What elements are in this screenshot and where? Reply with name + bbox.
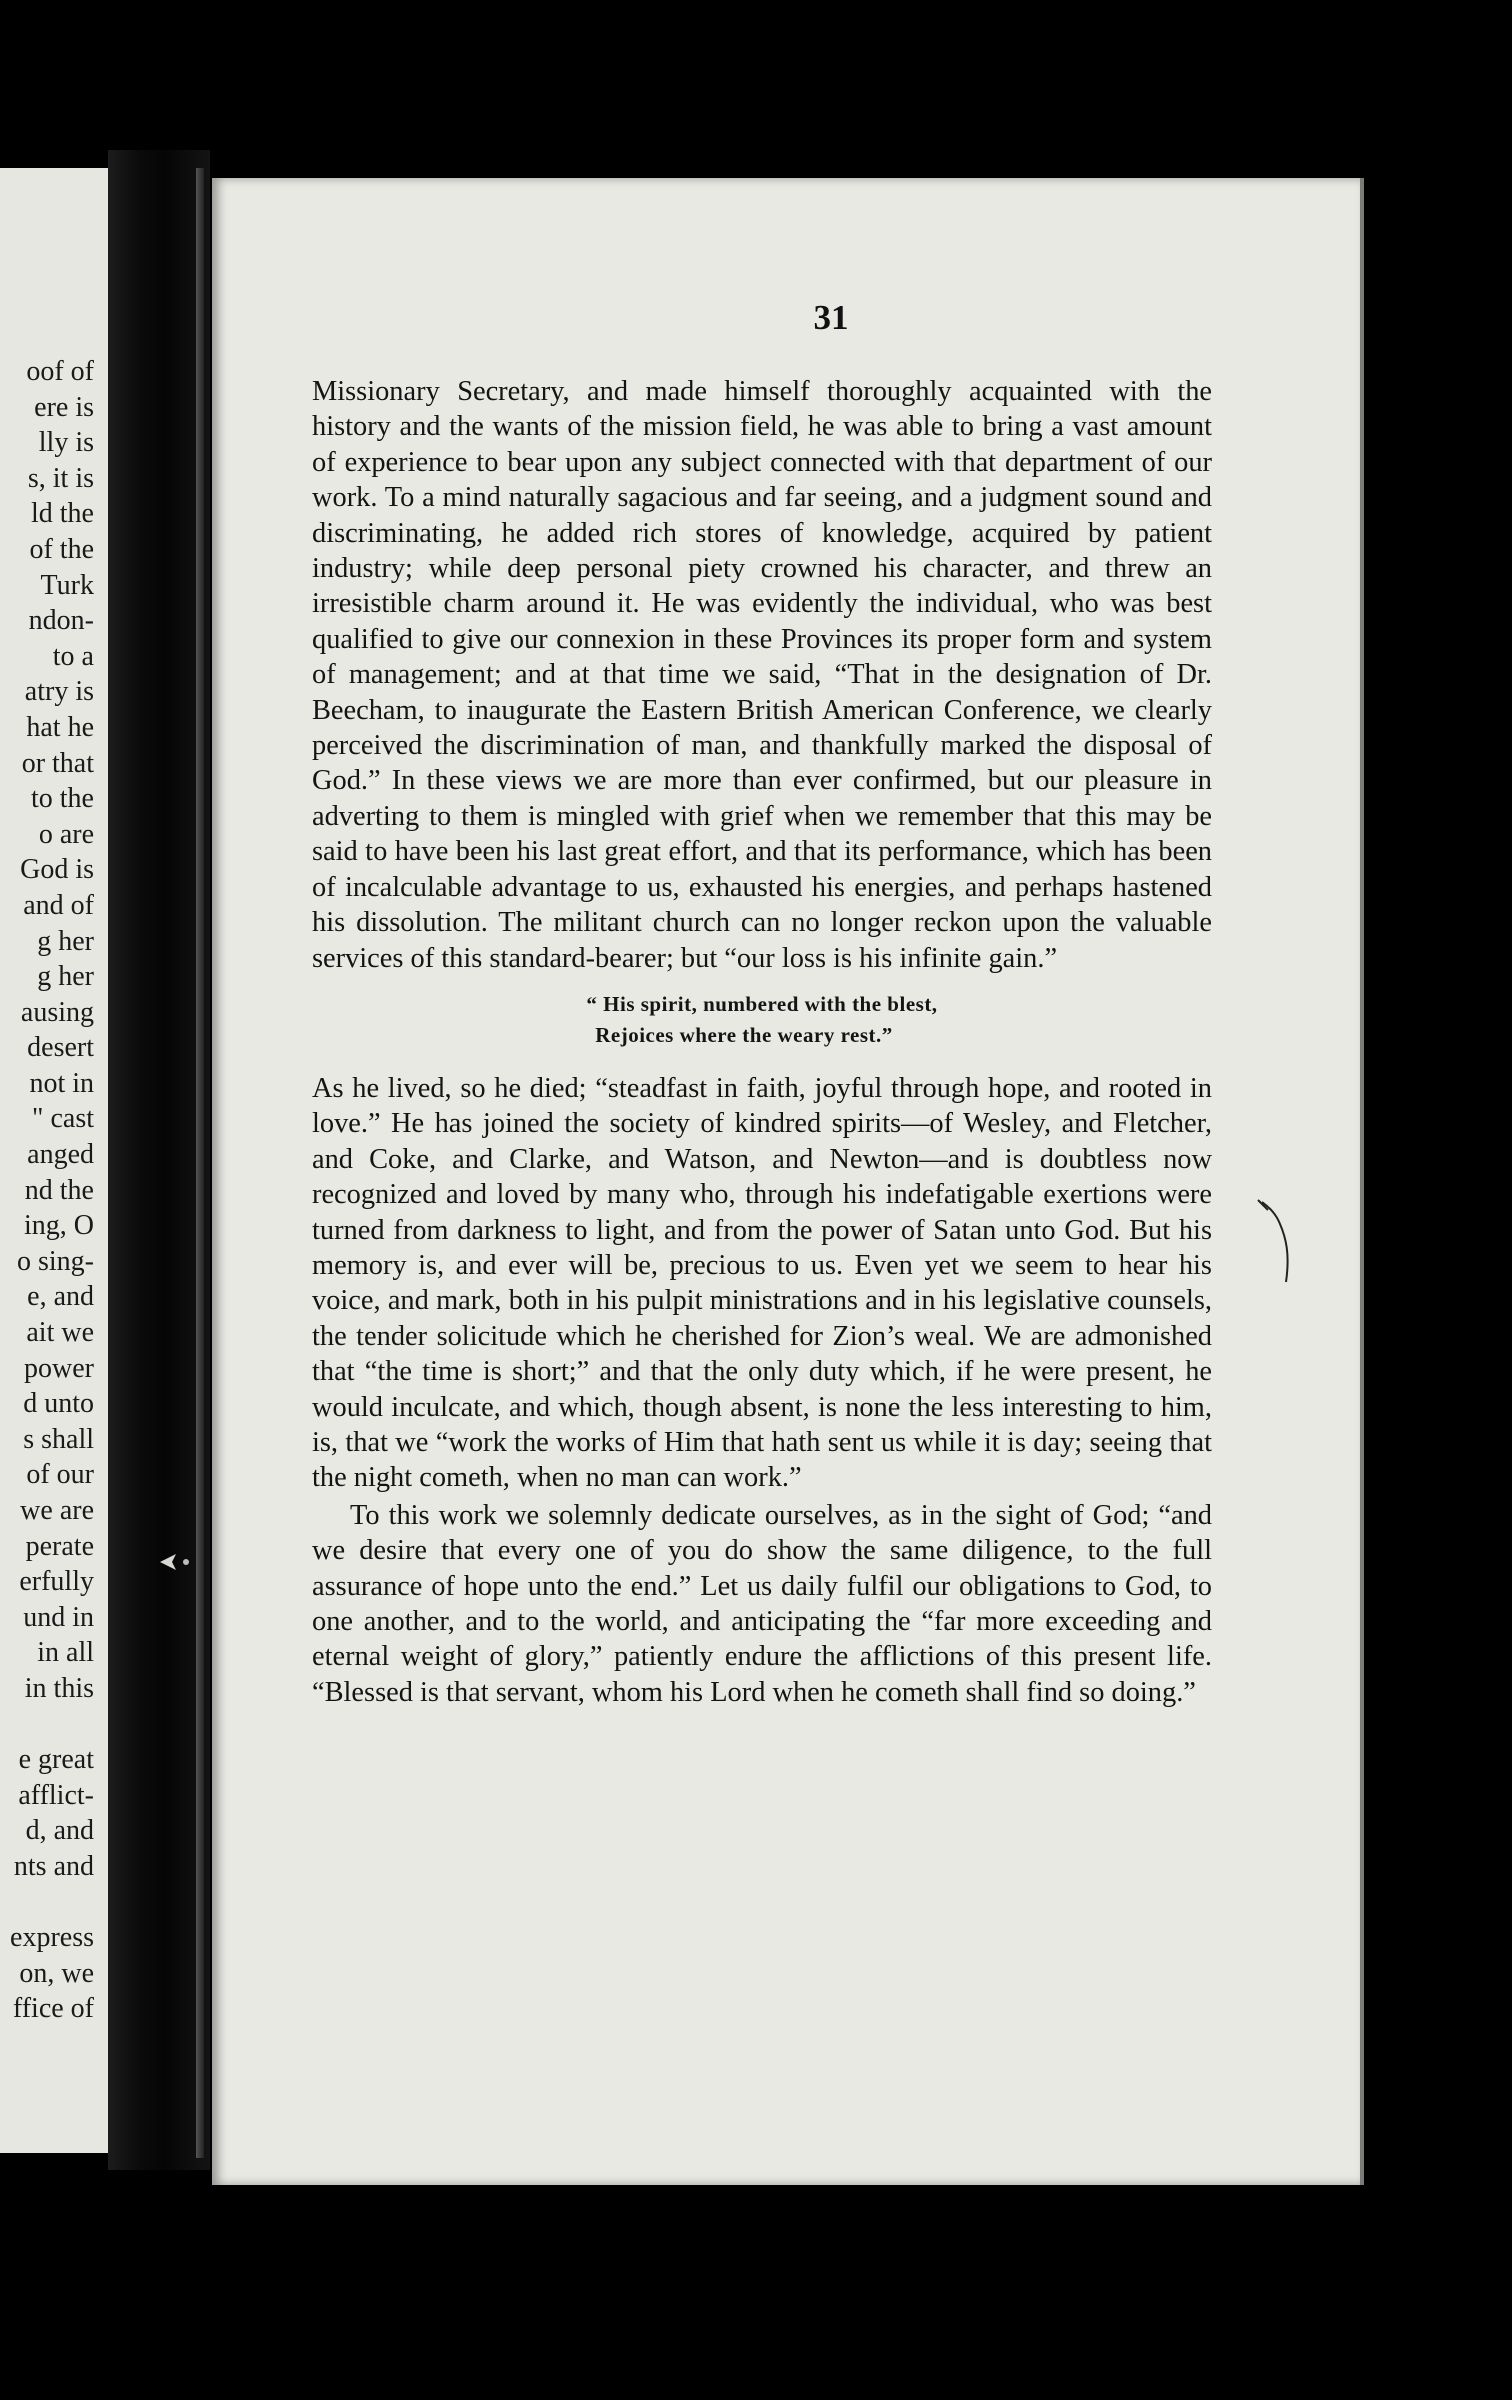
main-page <box>212 178 1360 2185</box>
left-page-fragment <box>0 168 108 2153</box>
verse-quote <box>312 989 1212 1051</box>
paragraph-2: As he lived, so he died; “steadfast in faith, joyful through hope, and rooted in love.” He has joined the society of kindred spirits—of Wesley, and Fletcher, and Coke, and Clarke, and Watson, and Newton—and is doubtless now recognized and loved by many who, through his indefatigable exertions were turned from darkness to light, and from the power of Satan unto God. But his memory is, and ever will be, precious to us. Even yet we seem to hear his voice, and mark, both in his pulpit ministrations and in his legislative counsels, the tender solicitude which he cherished for Zion’s weal. We are admonished that “the time is short;” and that the only duty which, if he were present, he would inculcate, and which, though absent, is none the less interesting to him, is, that we “work the works of Him that hath sent us while it is day; seeing that the night cometh, when no man can work.” <box>312 1072 1212 1494</box>
verse-line-1: “ His spirit, numbered with the blest, <box>586 991 938 1016</box>
margin-pencil-mark <box>1256 1198 1306 1288</box>
margin-arrow-mark <box>158 1552 194 1572</box>
page-gutter <box>108 150 210 2170</box>
left-page-text: oof of ere is lly is s, it is ld the of the Turk ndon- to a atry is hat he or that to the o are God is and of g her g her ausing desert not in " cast anged nd the ing, O o sing- e, and ait we power d unto s shall of our we are perate erfully und in in all in this e great afflict- d, and nts and express on, we ffice of <box>10 356 94 2025</box>
paragraph-1: Missionary Secretary, and made himself thoroughly acquainted with the history and the wants of the mission field, he was able to bring a vast amount of experience to bear upon any subject connected with that department of our work. To a mind naturally sagacious and far seeing, and a judgment sound and discriminating, he added rich stores of knowledge, acquired by patient industry; while deep personal piety crowned his character, and threw an irresistible charm around it. He was evidently the individual, who was best qualified to give our connexion in these Provinces its proper form and system of management; and at that time we said, “That in the designation of Dr. Beecham, to inaugurate the Eastern British American Conference, we clearly perceived the discrimination of man, and thankfully marked the disposal of God.” In these views we are more than ever confirmed, but our pleasure in adverting to them is mingled with grief when we remember that this may be said to have been his last great effort, and that its performance, which has been of incalculable advantage to us, exhausted his energies, and perhaps hastened his dissolution. The militant church can no longer reckon upon the valuable services of this standard-bearer; but “our loss is his infinite gain.” <box>312 376 1212 974</box>
binding-edge <box>196 168 204 2158</box>
body-text <box>312 374 1212 1710</box>
verse-line-2: Rejoices where the weary rest.” <box>595 1022 893 1047</box>
page-right-edge <box>1360 178 1364 2185</box>
paragraph-3: To this work we solemnly dedicate ourselves, as in the sight of God; “and we desire that every one of you do show the same diligence, to the full assurance of hope unto the end.” Let us daily fulfil our obligations to God, to one another, and to the world, and anticipating the “far more exceeding and eternal weight of glory,” patiently endure the afflictions of this present life. “Blessed is that servant, whom his Lord when he cometh shall find so doing.” <box>312 1499 1212 1708</box>
page-number: 31 <box>813 298 849 337</box>
